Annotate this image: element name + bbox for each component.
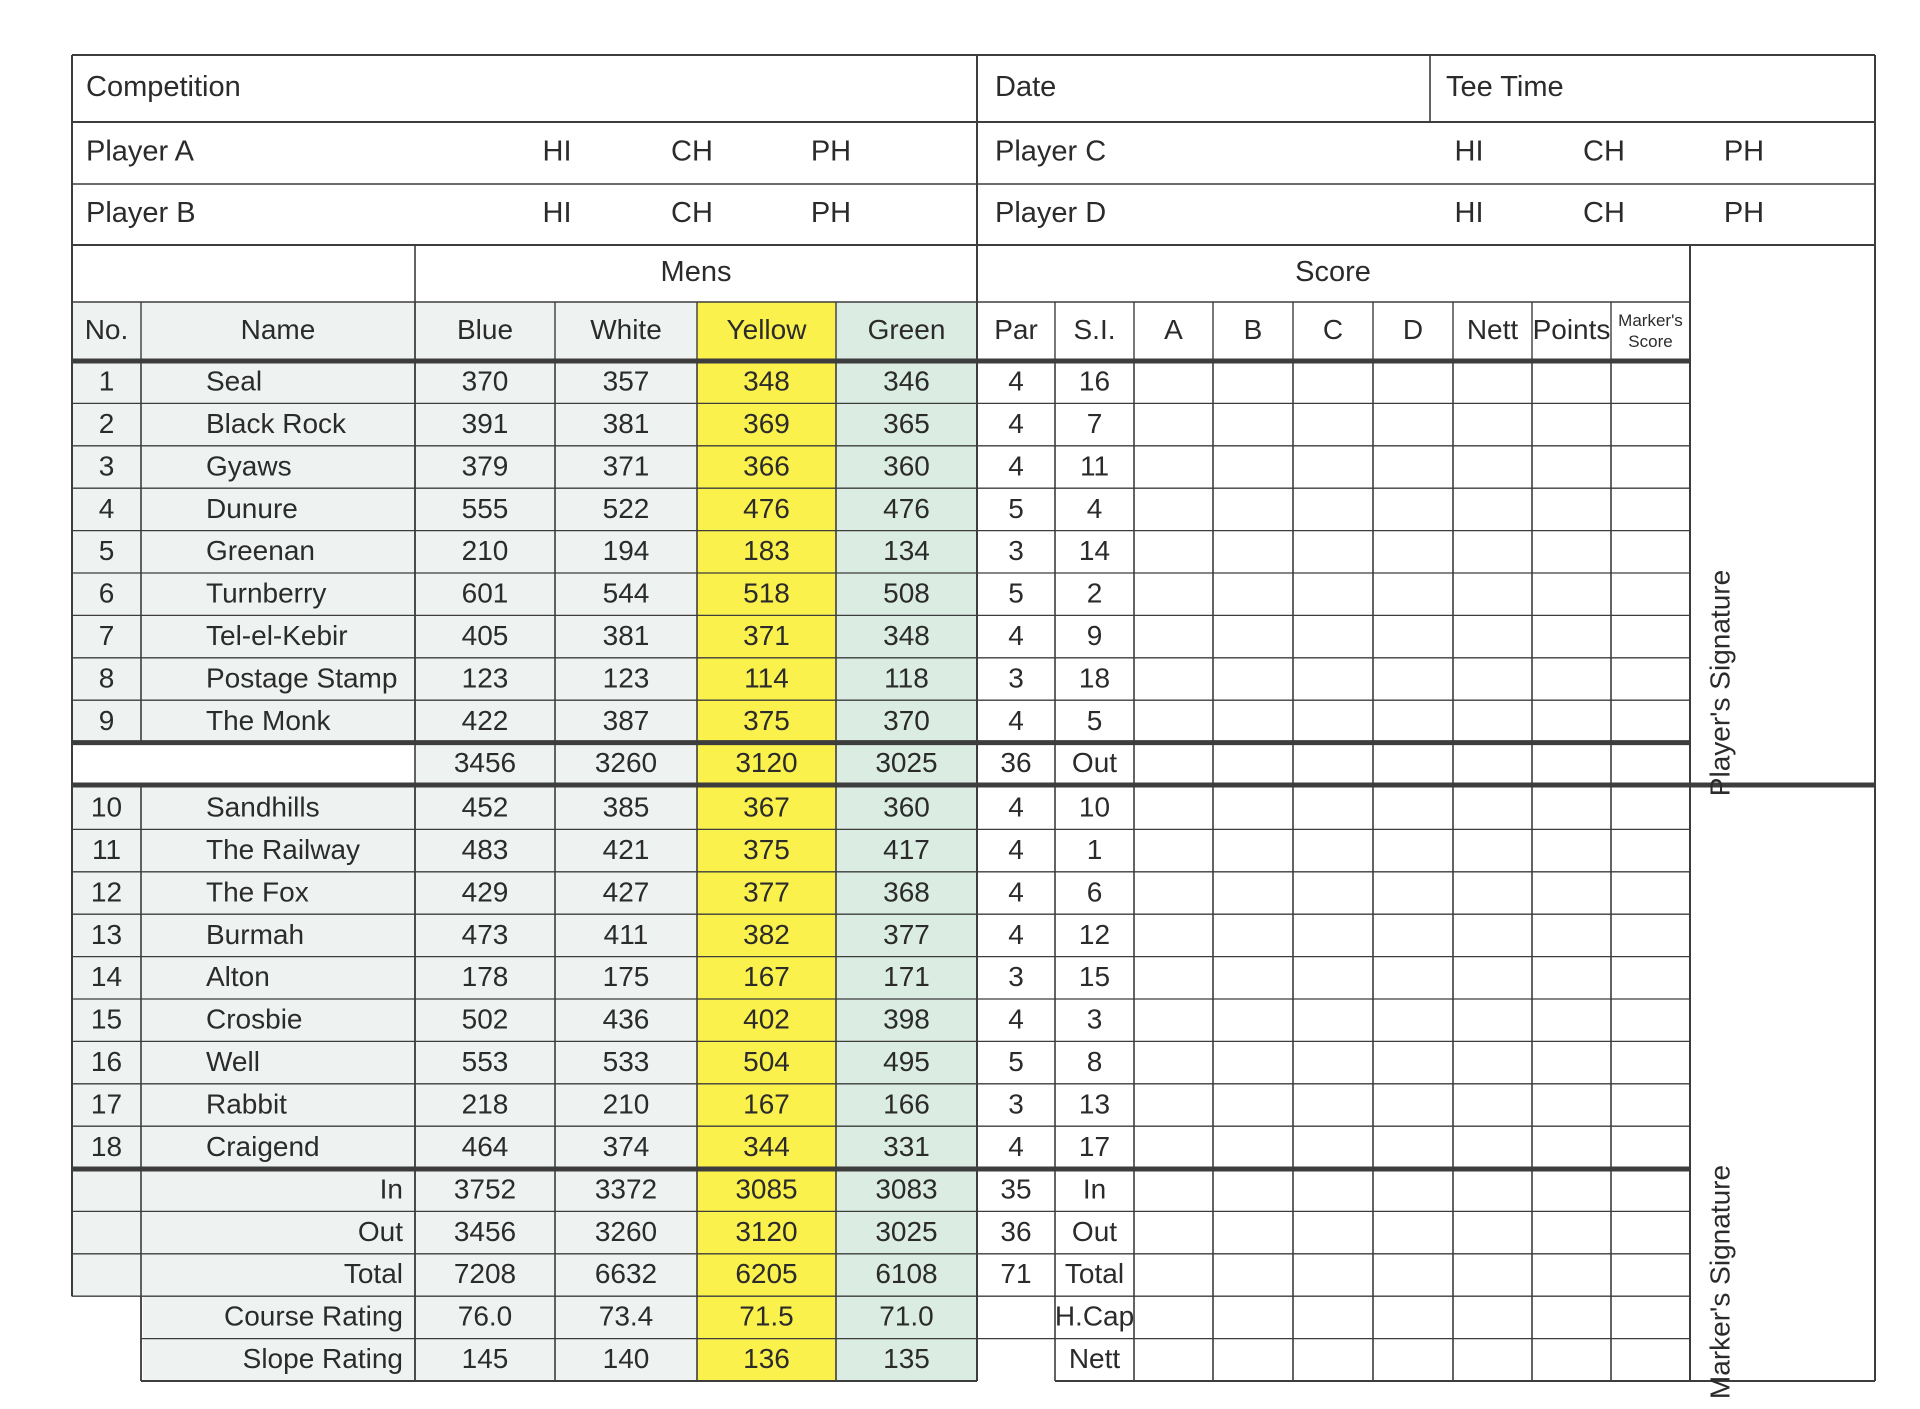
tee-yardage: 533 <box>602 1045 650 1077</box>
hole-no: 4 <box>98 492 115 524</box>
hole-no: 15 <box>90 1003 123 1035</box>
col-points: Points <box>1532 313 1611 345</box>
tee-yardage: 436 <box>602 1003 650 1035</box>
out-total-par: 36 <box>1000 747 1032 779</box>
tee-yardage: 502 <box>461 1003 509 1035</box>
hole-par: 3 <box>1008 1088 1024 1120</box>
hole-name: Tel-el-Kebir <box>206 619 348 651</box>
hole-name: Dunure <box>206 492 298 524</box>
tee-yardage: 391 <box>461 407 509 439</box>
hole-no: 3 <box>98 450 115 482</box>
hole-name: Rabbit <box>206 1088 287 1120</box>
summary-value: 3260 <box>594 1215 658 1247</box>
tee-yardage: 405 <box>461 619 509 651</box>
tee-yardage: 178 <box>461 961 509 993</box>
summary-si-label: Total <box>1064 1258 1125 1290</box>
hole-si: 11 <box>1079 450 1110 482</box>
col-no: No. <box>84 313 129 345</box>
hi-label: HI <box>1454 135 1484 168</box>
summary-value: 3085 <box>735 1173 798 1205</box>
ch-label: CH <box>1583 197 1625 230</box>
ch-label: CH <box>671 135 713 168</box>
hole-name: The Railway <box>206 833 361 865</box>
hole-name: The Fox <box>206 876 309 908</box>
hole-si: 6 <box>1086 876 1103 908</box>
hole-par: 4 <box>1008 833 1024 865</box>
tee-yardage: 134 <box>883 535 930 567</box>
hole-name: Craigend <box>206 1130 320 1162</box>
tee-yardage: 544 <box>602 577 650 609</box>
hole-si: 12 <box>1078 918 1111 950</box>
hole-no: 13 <box>90 918 123 950</box>
tee-yardage: 166 <box>883 1088 930 1120</box>
summary-value: 3025 <box>875 1215 938 1247</box>
marker-signature-label: Marker's Signature <box>1704 1164 1736 1400</box>
blank-fill <box>72 743 415 785</box>
tee-yardage: 504 <box>743 1045 790 1077</box>
col-player: D <box>1402 313 1424 345</box>
blank-fill <box>977 1296 1055 1383</box>
col-player: B <box>1243 313 1263 345</box>
ph-label: PH <box>1723 135 1765 168</box>
hole-par: 4 <box>1008 619 1024 651</box>
tee-yardage: 367 <box>743 791 790 823</box>
tee-yardage: 360 <box>883 450 930 482</box>
summary-si-label: H.Cap <box>1054 1300 1135 1332</box>
tee-yardage: 369 <box>743 407 790 439</box>
tee-yardage: 370 <box>461 365 509 397</box>
player-label: Player D <box>995 197 1107 230</box>
summary-label: In <box>379 1173 403 1205</box>
tee-yardage: 331 <box>883 1130 930 1162</box>
tee-time-label: Tee Time <box>1446 71 1564 104</box>
summary-label: Out <box>357 1215 403 1247</box>
hole-par: 4 <box>1008 450 1024 482</box>
tee-yardage: 175 <box>602 961 650 993</box>
hole-par: 4 <box>1008 1003 1024 1035</box>
hole-si: 15 <box>1078 961 1111 993</box>
hi-label: HI <box>542 135 572 168</box>
tee-yardage: 411 <box>603 918 649 950</box>
hole-no: 10 <box>90 791 123 823</box>
col-tee: Blue <box>456 313 514 345</box>
tee-yardage: 555 <box>461 492 509 524</box>
hole-name: Seal <box>206 365 263 397</box>
summary-value: 3752 <box>453 1173 517 1205</box>
tee-yardage: 402 <box>743 1003 790 1035</box>
hole-si: 10 <box>1078 791 1111 823</box>
competition-label: Competition <box>86 71 241 104</box>
hole-par: 3 <box>1008 662 1024 694</box>
tee-yardage: 518 <box>743 577 790 609</box>
hole-par: 4 <box>1008 1130 1024 1162</box>
hole-name: Turnberry <box>206 577 327 609</box>
ch-label: CH <box>671 197 713 230</box>
hole-no: 1 <box>98 365 115 397</box>
tee-yardage: 344 <box>743 1130 790 1162</box>
tee-yardage: 218 <box>461 1088 509 1120</box>
player-signature-label: Player's Signature <box>1704 569 1736 797</box>
ph-label: PH <box>1723 197 1765 230</box>
hole-no: 17 <box>90 1088 123 1120</box>
tee-yardage: 522 <box>602 492 650 524</box>
summary-value: 3083 <box>875 1173 938 1205</box>
summary-si-label: Nett <box>1068 1342 1121 1374</box>
ch-label: CH <box>1583 135 1625 168</box>
tee-yardage: 452 <box>461 791 509 823</box>
tee-yardage: 377 <box>883 918 930 950</box>
hole-par: 3 <box>1008 535 1024 567</box>
col-player: A <box>1164 313 1183 345</box>
col-player: C <box>1322 313 1344 345</box>
out-total-label: Out <box>1071 747 1118 779</box>
tee-yardage: 385 <box>602 791 650 823</box>
tee-yardage: 374 <box>602 1130 650 1162</box>
hole-name: Well <box>206 1045 260 1077</box>
summary-si-label: In <box>1082 1173 1107 1205</box>
tee-yardage: 421 <box>602 833 650 865</box>
hole-si: 14 <box>1078 535 1111 567</box>
tee-yardage: 123 <box>461 662 509 694</box>
summary-value: 6205 <box>735 1258 798 1290</box>
hole-no: 14 <box>90 961 123 993</box>
tee-yardage: 194 <box>602 535 650 567</box>
blank-fill <box>72 245 415 302</box>
hole-no: 9 <box>98 704 115 736</box>
hole-par: 4 <box>1008 365 1024 397</box>
summary-label: Total <box>343 1258 403 1290</box>
hole-name: The Monk <box>206 704 331 736</box>
hole-no: 18 <box>90 1130 123 1162</box>
tee-yardage: 387 <box>602 704 650 736</box>
tee-yardage: 370 <box>883 704 930 736</box>
summary-value: 3120 <box>735 1215 798 1247</box>
summary-value: 135 <box>883 1342 930 1374</box>
col-nett: Nett <box>1466 313 1519 345</box>
tee-yardage: 427 <box>602 876 650 908</box>
tee-yardage: 368 <box>883 876 930 908</box>
hole-si: 16 <box>1078 365 1111 397</box>
player-label: Player B <box>86 197 196 230</box>
player-label: Player C <box>995 135 1107 168</box>
summary-value: 76.0 <box>457 1300 513 1332</box>
summary-value: 3372 <box>594 1173 658 1205</box>
hole-par: 4 <box>1008 704 1024 736</box>
out-total-yardage: 3025 <box>875 747 938 779</box>
hole-name: Burmah <box>206 918 305 950</box>
hole-si: 1 <box>1086 833 1103 865</box>
player-label: Player A <box>86 135 194 168</box>
score-group-label: Score <box>1295 256 1371 289</box>
summary-value: 73.4 <box>598 1300 654 1332</box>
hole-no: 6 <box>98 577 115 609</box>
col-tee: White <box>590 313 662 345</box>
col-par: Par <box>994 313 1038 345</box>
tee-yardage: 381 <box>602 619 650 651</box>
col-si: S.I. <box>1073 313 1116 345</box>
hole-no: 8 <box>98 662 115 694</box>
out-total-yardage: 3120 <box>735 747 798 779</box>
tee-yardage: 381 <box>602 407 650 439</box>
hole-si: 13 <box>1078 1088 1111 1120</box>
tee-yardage: 348 <box>743 365 790 397</box>
tee-yardage: 553 <box>461 1045 509 1077</box>
hole-par: 5 <box>1008 1045 1024 1077</box>
tee-yardage: 476 <box>883 492 930 524</box>
hole-par: 4 <box>1008 407 1024 439</box>
summary-value: 3456 <box>453 1215 517 1247</box>
hole-si: 8 <box>1086 1045 1103 1077</box>
hole-par: 5 <box>1008 577 1024 609</box>
hole-no: 7 <box>98 619 115 651</box>
tee-yardage: 476 <box>743 492 790 524</box>
tee-yardage: 357 <box>602 365 650 397</box>
tee-yardage: 167 <box>743 961 790 993</box>
tee-yardage: 379 <box>461 450 509 482</box>
date-label: Date <box>995 71 1057 104</box>
hole-si: 7 <box>1086 407 1103 439</box>
summary-label: Course Rating <box>224 1300 403 1332</box>
hole-name: Postage Stamp <box>206 662 398 694</box>
col-tee: Green <box>867 313 946 345</box>
tee-yardage: 346 <box>883 365 930 397</box>
hole-name: Greenan <box>206 535 315 567</box>
hole-si: 2 <box>1086 577 1103 609</box>
hole-name: Gyaws <box>206 450 292 482</box>
tee-yardage: 210 <box>602 1088 650 1120</box>
tee-yardage: 171 <box>883 961 930 993</box>
summary-value: 140 <box>602 1342 650 1374</box>
hole-par: 4 <box>1008 876 1024 908</box>
col-marker: Marker's <box>1618 310 1683 330</box>
tee-yardage: 377 <box>743 876 790 908</box>
hole-no: 5 <box>98 535 115 567</box>
hole-par: 4 <box>1008 918 1024 950</box>
hole-name: Sandhills <box>206 791 320 823</box>
tee-yardage: 123 <box>602 662 650 694</box>
tee-yardage: 382 <box>743 918 790 950</box>
hole-par: 4 <box>1008 791 1024 823</box>
tee-yardage: 417 <box>883 833 930 865</box>
summary-par: 36 <box>1000 1215 1032 1247</box>
tee-yardage: 114 <box>744 662 789 694</box>
tee-yardage: 495 <box>883 1045 930 1077</box>
tee-yardage: 375 <box>743 833 790 865</box>
hole-no: 12 <box>90 876 123 908</box>
hole-par: 3 <box>1008 961 1024 993</box>
tee-yardage: 167 <box>743 1088 790 1120</box>
col-marker: Score <box>1628 331 1673 351</box>
hi-label: HI <box>1454 197 1484 230</box>
col-name: Name <box>240 313 316 345</box>
mens-group-label: Mens <box>660 256 732 289</box>
hole-si: 17 <box>1078 1130 1111 1162</box>
tee-yardage: 508 <box>883 577 930 609</box>
col-tee: Yellow <box>726 313 807 345</box>
tee-yardage: 473 <box>461 918 509 950</box>
out-total-yardage: 3456 <box>453 747 517 779</box>
hole-si: 5 <box>1086 704 1103 736</box>
summary-par: 35 <box>1000 1173 1032 1205</box>
hole-si: 3 <box>1086 1003 1103 1035</box>
tee-yardage: 371 <box>602 450 650 482</box>
hole-no: 11 <box>91 833 122 865</box>
summary-value: 7208 <box>453 1258 517 1290</box>
hole-par: 5 <box>1008 492 1024 524</box>
summary-value: 71.0 <box>879 1300 934 1332</box>
summary-value: 6108 <box>875 1258 938 1290</box>
summary-par: 71 <box>1000 1258 1032 1290</box>
out-total-yardage: 3260 <box>594 747 658 779</box>
summary-value: 145 <box>461 1342 509 1374</box>
tee-yardage: 464 <box>461 1130 509 1162</box>
tee-yardage: 348 <box>883 619 930 651</box>
hole-no: 16 <box>90 1045 123 1077</box>
tee-yardage: 483 <box>461 833 509 865</box>
tee-yardage: 366 <box>743 450 790 482</box>
ph-label: PH <box>810 197 852 230</box>
hole-name: Black Rock <box>206 407 347 439</box>
summary-value: 136 <box>743 1342 790 1374</box>
hi-label: HI <box>542 197 572 230</box>
hole-si: 4 <box>1086 492 1103 524</box>
summary-label: Slope Rating <box>242 1342 403 1374</box>
tee-yardage: 375 <box>743 704 790 736</box>
tee-yardage: 210 <box>461 535 509 567</box>
hole-si: 18 <box>1078 662 1111 694</box>
hole-name: Crosbie <box>206 1003 303 1035</box>
tee-yardage: 429 <box>461 876 509 908</box>
hole-no: 2 <box>98 407 115 439</box>
tee-yardage: 365 <box>883 407 930 439</box>
tee-yardage: 601 <box>461 577 509 609</box>
tee-yardage: 118 <box>884 662 929 694</box>
tee-yardage: 371 <box>743 619 790 651</box>
tee-yardage: 398 <box>883 1003 930 1035</box>
tee-yardage: 183 <box>743 535 790 567</box>
tee-yardage: 360 <box>883 791 930 823</box>
tee-yardage: 422 <box>461 704 509 736</box>
hole-name: Alton <box>206 961 270 993</box>
blank-fill <box>72 1296 143 1383</box>
summary-si-label: Out <box>1071 1215 1118 1247</box>
hole-si: 9 <box>1086 619 1103 651</box>
summary-value: 71.5 <box>739 1300 794 1332</box>
ph-label: PH <box>810 135 852 168</box>
summary-value: 6632 <box>594 1258 658 1290</box>
